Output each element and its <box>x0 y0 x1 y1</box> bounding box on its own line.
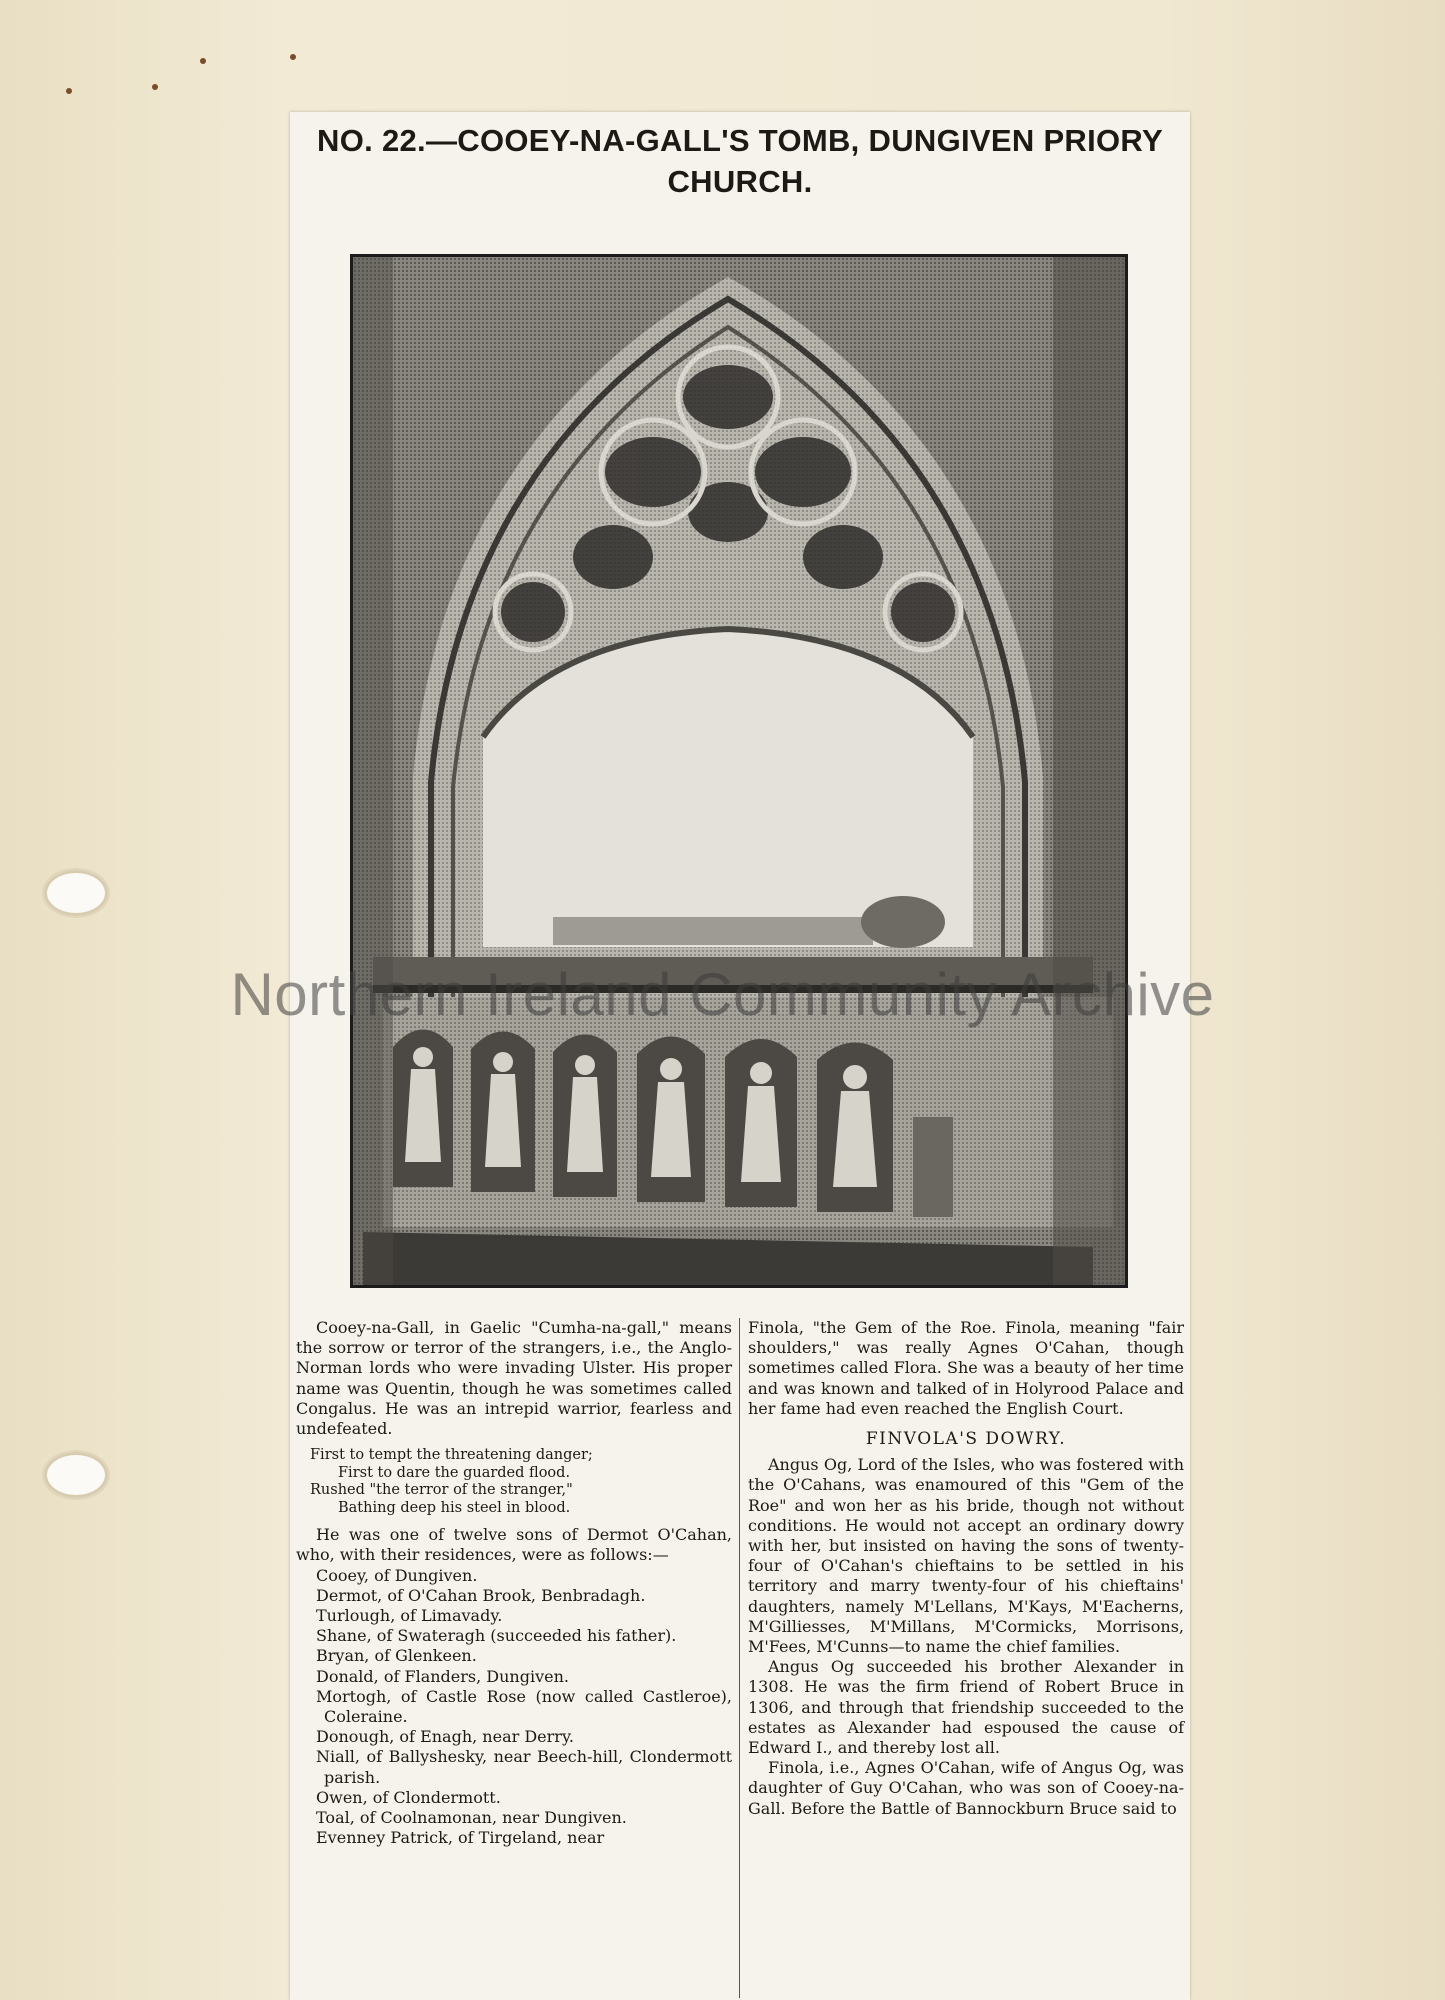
right-column <box>748 1318 1184 1819</box>
list-item: Turlough, of Limavady. <box>316 1606 503 1626</box>
list-item: Donald, of Flanders, Dungiven. <box>316 1666 569 1686</box>
dowry-paragraph: Angus Og, Lord of the Isles, who was fostered with the O'Cahans, was enamoured of this "Gem of the Roe" and won her as his bride, though not without conditions. He would not accept an ordinary dowry with her, but insisted on having the sons of twenty-four of O'Cahan's chieftains to be settled in his territory and marry twenty-four of his chieftains' daughters, namely M'Lellans, M'Kays, M'Eacherns, M'Gilliesses, M'Millans, M'Cormicks, Morrisons, M'Fees, M'Cunns—to name the chief families. <box>748 1455 1184 1657</box>
tomb-photograph-icon <box>353 257 1125 1285</box>
list-item: Dermot, of O'Cahan Brook, Benbradagh. <box>316 1585 646 1605</box>
left-column <box>296 1318 732 1848</box>
verse-line: Bathing deep his steel in blood. <box>338 1499 571 1516</box>
lineage-paragraph: Finola, i.e., Agnes O'Cahan, wife of Angus Og, was daughter of Guy O'Cahan, who was son of Cooey-na-Gall. Before the Battle of Bannockburn Bruce said to <box>748 1758 1184 1818</box>
column-divider <box>739 1318 740 1998</box>
section-heading: FINVOLA'S DOWRY. <box>865 1429 1067 1450</box>
list-item: Evenney Patrick, of Tirgeland, near <box>316 1828 605 1848</box>
list-item: Cooey, of Dungiven. <box>316 1565 478 1585</box>
list-item: Toal, of Coolnamonan, near Dungiven. <box>316 1808 627 1828</box>
tomb-photograph <box>350 254 1128 1288</box>
stain-spot <box>290 54 296 60</box>
stain-spot <box>200 58 206 64</box>
finola-paragraph: Finola, "the Gem of the Roe. Finola, meaning "fair shoulders," was really Agnes O'Cahan, though sometimes called Flora. She was a beauty of her time and was known and talked of in Holyrood Palace and her fame had even reached the English Court. <box>748 1318 1184 1418</box>
list-item: Donough, of Enagh, near Derry. <box>316 1727 574 1747</box>
verse <box>310 1447 732 1517</box>
sons-list <box>296 1566 732 1849</box>
article-columns <box>296 1318 1184 1998</box>
punch-hole <box>44 870 108 916</box>
intro-paragraph: Cooey-na-Gall, in Gaelic "Cumha-na-gall," means the sorrow or terror of the strangers, i.e., the Anglo-Norman lords who were invading Ulster. His proper name was Quentin, though he was sometimes called Congalus. He was an intrepid warrior, fearless and undefeated. <box>296 1318 732 1439</box>
sons-intro: He was one of twelve sons of Dermot O'Cahan, who, with their residences, were as follows:— <box>296 1525 732 1565</box>
list-item: Owen, of Clondermott. <box>316 1787 501 1807</box>
stain-spot <box>152 84 158 90</box>
archive-watermark: Northern Ireland Community Archive <box>230 961 1215 1028</box>
stain-spot <box>66 88 72 94</box>
list-item: Shane, of Swateragh (succeeded his father). <box>316 1626 677 1646</box>
list-item: Niall, of Ballyshesky, near Beech-hill, Clondermott parish. <box>316 1747 732 1787</box>
list-item: Mortogh, of Castle Rose (now called Castleroe), Coleraine. <box>316 1686 732 1727</box>
punch-hole <box>44 1452 108 1498</box>
verse-line: Rushed "the terror of the stranger," <box>310 1482 573 1499</box>
headline: NO. 22.—COOEY-NA-GALL'S TOMB, DUNGIVEN PRIORY CHURCH. <box>317 123 1163 199</box>
list-item: Bryan, of Glenkeen. <box>316 1646 477 1666</box>
verse-line: First to tempt the threatening danger; <box>310 1447 593 1464</box>
angus-paragraph: Angus Og succeeded his brother Alexander in 1308. He was the firm friend of Robert Bruce in 1306, and through that friendship succeeded to the estates as Alexander had espoused the cause of Edward I., and thereby lost all. <box>748 1657 1184 1758</box>
newspaper-clipping <box>290 112 1190 2000</box>
verse-line: First to dare the guarded flood. <box>338 1464 571 1481</box>
